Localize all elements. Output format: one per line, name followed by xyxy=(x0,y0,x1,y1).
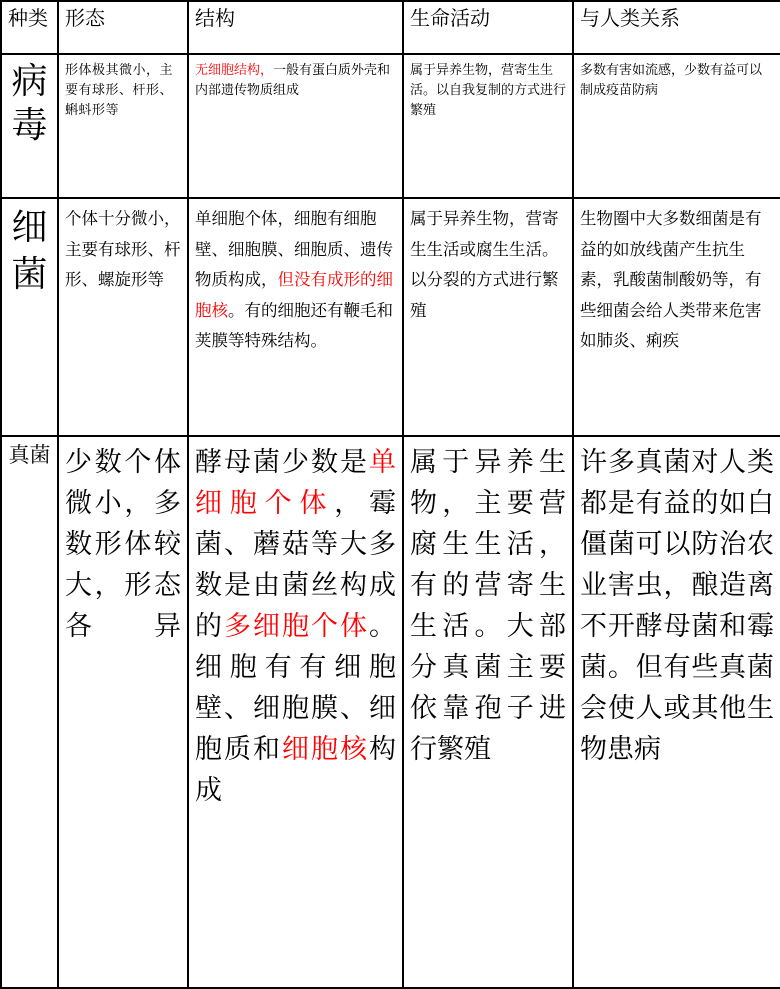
row-label-bacteria: 细菌 xyxy=(1,198,58,436)
bacteria-structure xyxy=(188,198,403,436)
table-header-row xyxy=(1,1,780,54)
virus-human-relation: 多数有害如流感，少数有益可以制成疫苗防病 xyxy=(573,54,780,198)
fungi-structure-part2: ，霉菌、蘑菇等大多数是由菌丝构成的 xyxy=(195,488,397,642)
header-human-relation: 与人类关系 xyxy=(573,1,780,54)
table-row xyxy=(1,436,780,988)
bacteria-life-activity: 属于异养生物，营寄生生活或腐生生活。以分裂的方式进行繁殖 xyxy=(403,198,573,436)
row-label-virus: 病毒 xyxy=(1,54,58,198)
virus-life-activity: 属于异养生物，营寄生生活。以自我复制的方式进行繁殖 xyxy=(403,54,573,198)
header-life-activity: 生命活动 xyxy=(403,1,573,54)
fungi-structure-part3: 。细胞有有细胞壁、细胞膜、细胞质和 xyxy=(195,611,396,765)
virus-structure-highlight: 无细胞结构， xyxy=(195,61,274,77)
table-row xyxy=(1,54,780,198)
fungi-structure-highlight-1: 单细胞个体 xyxy=(195,447,396,519)
fungi-life-activity: 属于异养生物，主要营腐生生活，有的营寄生生活。大部分真菌主要依靠孢子进行繁殖 xyxy=(403,436,573,988)
row-label-fungi: 真菌 xyxy=(1,436,58,988)
fungi-structure xyxy=(188,436,403,988)
fungi-structure-highlight-3: 细胞核 xyxy=(282,734,369,765)
fungi-structure-part1: 酵母菌少数是 xyxy=(195,447,369,478)
table-row xyxy=(1,198,780,436)
header-structure: 结构 xyxy=(188,1,403,54)
bacteria-structure-part2: 。有的细胞还有鞭毛和荚膜等特殊结构。 xyxy=(195,300,393,351)
virus-morphology: 形体极其微小，主要有球形、杆形、蝌蚪形等 xyxy=(58,54,188,198)
header-morphology: 形态 xyxy=(58,1,188,54)
virus-structure-rest: 一般有蛋白质外壳和内部遗传物质组成 xyxy=(195,61,391,97)
bacteria-human-relation: 生物圈中大多数细菌是有益的如放线菌产生抗生素，乳酸菌制酸奶等，有些细菌会给人类带来危害如肺炎、痢疾 xyxy=(573,198,780,436)
bacteria-morphology: 个体十分微小，主要有球形、杆形、螺旋形等 xyxy=(58,198,188,436)
bacteria-structure-part1: 单细胞个体，细胞有细胞壁、细胞膜、细胞质、遗传物质构成， xyxy=(195,209,393,290)
fungi-human-relation: 许多真菌对人类都是有益的如白僵菌可以防治农业害虫，酿造离不开酵母菌和霉菌。但有些真菌会使人或其他生物患病 xyxy=(573,436,780,988)
bacteria-structure-highlight: 但没有成形的细胞核 xyxy=(195,270,393,320)
header-kind: 种类 xyxy=(1,1,58,54)
fungi-morphology: 少数个体微小，多数形体较大，形态各异 xyxy=(58,436,188,988)
fungi-structure-highlight-2: 多细胞个体 xyxy=(224,611,369,642)
virus-structure xyxy=(188,54,403,198)
fungi-structure-part4: 构成 xyxy=(195,734,396,806)
